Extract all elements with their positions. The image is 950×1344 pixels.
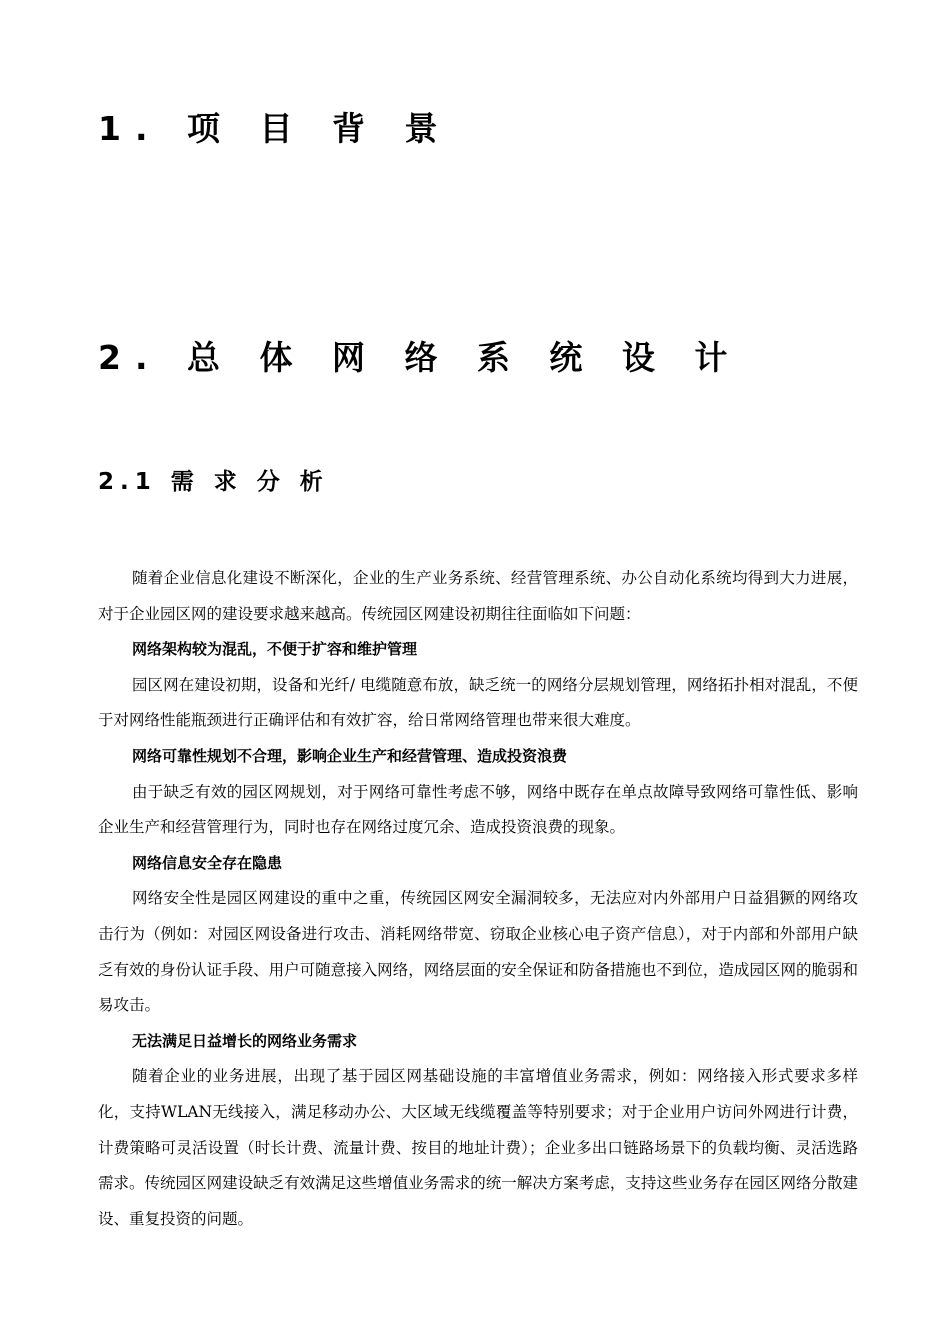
body-text bbox=[98, 561, 858, 1237]
issue-3-title: 网络信息安全存在隐患 bbox=[132, 853, 283, 872]
heading-project-background: 1. 项 目 背 景 bbox=[98, 109, 452, 148]
issue-1-text: 园区网在建设初期，设备和光纤/ 电缆随意布放，缺乏统一的网络分层规划管理，网络拓扑相对混乱，不便于对网络性能瓶颈进行正确评估和有效扩容，给日常网络管理也带来很大难度。 bbox=[98, 675, 858, 730]
issue-2-text: 由于缺乏有效的园区网规划，对于网络可靠性考虑不够，网络中既存在单点故障导致网络可靠性低、影响企业生产和经营管理行为，同时也存在网络过度冗余、造成投资浪费的现象。 bbox=[98, 782, 858, 837]
issue-1-title: 网络架构较为混乱，不便于扩容和维护管理 bbox=[132, 640, 418, 659]
issue-2-title: 网络可靠性规划不合理，影响企业生产和经营管理、造成投资浪费 bbox=[132, 746, 568, 765]
heading-overall-network-design: 2. 总 体 网 络 系 统 设 计 bbox=[98, 338, 742, 377]
issue-4-text: 随着企业的业务进展，出现了基于园区网基础设施的丰富增值业务需求，例如：网络接入形式要求多样化，支持WLAN无线接入，满足移动办公、大区域无线缆覆盖等特别要求；对于企业用户访问外网进行计费，计费策略可灵活设置（时长计费、流量计费、按目的地址计费）；企业多出口链路场景下的负载均衡、灵活选路需求。传统园区网建设缺乏有效满足这些增值业务需求的统一解决方案考虑，支持这些业务存在园区网络分散建设、重复投资的问题。 bbox=[98, 1067, 858, 1228]
issue-4-title: 无法满足日益增长的网络业务需求 bbox=[132, 1031, 358, 1050]
heading-requirements-analysis: 2.1 需 求 分 析 bbox=[98, 469, 329, 495]
issue-3-text: 网络安全性是园区网建设的重中之重，传统园区网安全漏洞较多，无法应对内外部用户日益猖獗的网络攻击行为（例如：对园区网设备进行攻击、消耗网络带宽、窃取企业核心电子资产信息），对于内部和外部用户缺乏有效的身份认证手段、用户可随意接入网络，网络层面的安全保证和防备措施也不到位，造成园区网的脆弱和易攻击。 bbox=[98, 889, 858, 1015]
intro-paragraph: 随着企业信息化建设不断深化，企业的生产业务系统、经营管理系统、办公自动化系统均得到大力进展，对于企业园区网的建设要求越来越高。传统园区网建设初期往往面临如下问题： bbox=[98, 569, 858, 623]
